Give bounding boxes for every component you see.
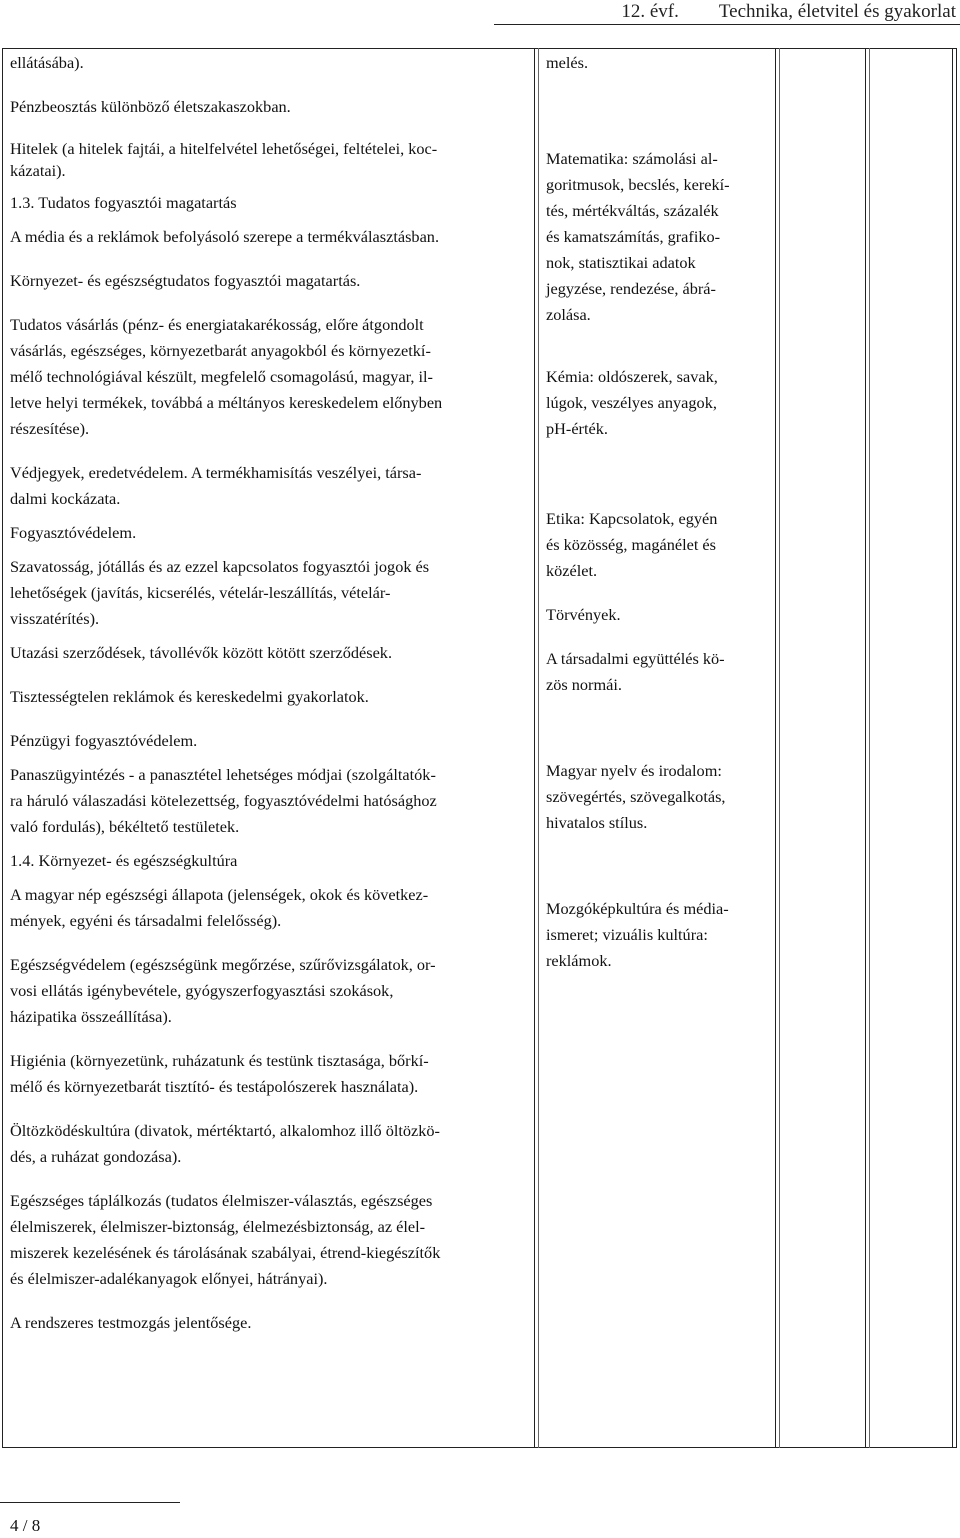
text-line: dés, a ruházat gondozása).: [10, 1147, 182, 1166]
text-line: Öltözködéskultúra (divatok, mértéktartó, alkalomhoz illő öltözkö-: [10, 1121, 440, 1140]
column-divider: [779, 48, 780, 1448]
text-line: Egészséges táplálkozás (tudatos élelmiszer-választás, egészséges: [10, 1191, 433, 1210]
header-subject: Technika, életvitel és gyakorlat: [718, 1, 956, 22]
text-line: Fogyasztóvédelem.: [10, 523, 137, 542]
text-line: ellátásába).: [10, 53, 84, 72]
text-line: való fordulás), békéltető testületek.: [10, 817, 240, 836]
column-divider: [538, 48, 539, 1448]
text-line: melés.: [546, 53, 589, 72]
column-divider: [775, 48, 776, 1448]
text-line: goritmusok, becslés, kerekí-: [546, 175, 730, 194]
text-line: miszerek kezelésének és tárolásának szabályai, étrend-kiegészítők: [10, 1243, 441, 1262]
text-line: zös normái.: [546, 675, 622, 694]
text-line: zolása.: [546, 305, 591, 324]
text-line: Mozgóképkultúra és média-: [546, 899, 729, 918]
section-heading: 1.4. Környezet- és egészségkultúra: [10, 851, 238, 870]
text-line: A rendszeres testmozgás jelentősége.: [10, 1313, 252, 1332]
header-rule: [494, 24, 960, 25]
text-line: visszatérítés).: [10, 609, 100, 628]
text-line: közélet.: [546, 561, 598, 580]
text-line: élelmiszerek, élelmiszer-biztonság, élelmezésbiztonság, az élel-: [10, 1217, 426, 1236]
text-line: lúgok, veszélyes anyagok,: [546, 393, 717, 412]
text-line: házipatika összeállítása).: [10, 1007, 172, 1026]
header-grade: 12. évf.: [621, 1, 679, 22]
text-line: Tisztességtelen reklámok és kereskedelmi gyakorlatok.: [10, 687, 369, 706]
text-line: Matematika: számolási al-: [546, 149, 718, 168]
text-line: Magyar nyelv és irodalom:: [546, 761, 722, 780]
text-line: Hitelek (a hitelek fajtái, a hitelfelvétel lehetőségei, feltételei, koc-: [10, 139, 438, 158]
text-line: ismeret; vizuális kultúra:: [546, 925, 708, 944]
text-line: Egészségvédelem (egészségünk megőrzése, szűrővizsgálatok, or-: [10, 955, 436, 974]
text-line: és kamatszámítás, grafiko-: [546, 227, 721, 246]
text-line: Törvények.: [546, 605, 621, 624]
text-line: reklámok.: [546, 951, 612, 970]
text-line: és élelmiszer-adalékanyagok előnyei, hátrányai).: [10, 1269, 328, 1288]
text-line: és közösség, magánélet és: [546, 535, 716, 554]
text-line: részesítése).: [10, 419, 90, 438]
text-line: vásárlás, egészséges, környezetbarát anyagokból és környezetkí-: [10, 341, 431, 360]
text-line: kázatai).: [10, 161, 66, 180]
text-line: Panaszügyintézés - a panasztétel lehetséges módjai (szolgáltatók-: [10, 765, 436, 784]
text-line: mélő technológiával készült, megfelelő csomagolású, magyar, il-: [10, 367, 433, 386]
connections-column: [546, 50, 771, 974]
text-line: Pénzbeosztás különböző életszakaszokban.: [10, 97, 291, 116]
text-line: mények, egyéni és társadalmi felelősség).: [10, 911, 282, 930]
text-line: hivatalos stílus.: [546, 813, 648, 832]
text-line: Higiénia (környezetünk, ruházatunk és testünk tisztasága, bőrkí-: [10, 1051, 429, 1070]
text-line: dalmi kockázata.: [10, 489, 121, 508]
column-divider: [952, 48, 953, 1448]
text-line: tés, mértékváltás, százalék: [546, 201, 719, 220]
page-number: 4 / 8: [10, 1516, 41, 1535]
text-line: Környezet- és egészségtudatos fogyasztói magatartás.: [10, 271, 361, 290]
column-divider: [865, 48, 866, 1448]
text-line: Tudatos vásárlás (pénz- és energiatakarékosság, előre átgondolt: [10, 315, 424, 334]
text-line: szövegértés, szövegalkotás,: [546, 787, 726, 806]
column-divider: [534, 48, 535, 1448]
section-heading: 1.3. Tudatos fogyasztói magatartás: [10, 193, 237, 212]
footer-rule: [0, 1502, 180, 1503]
text-line: Pénzügyi fogyasztóvédelem.: [10, 731, 198, 750]
column-divider: [869, 48, 870, 1448]
text-line: vosi ellátás igénybevétele, gyógyszerfogyasztási szokások,: [10, 981, 394, 1000]
text-line: Kémia: oldószerek, savak,: [546, 367, 718, 386]
text-line: letve helyi termékek, továbbá a méltányos kereskedelem előnyben: [10, 393, 443, 412]
text-line: ra háruló válaszadási kötelezettség, fogyasztóvédelmi hatósághoz: [10, 791, 437, 810]
main-content-column: [10, 50, 530, 1336]
text-line: pH-érték.: [546, 419, 608, 438]
text-line: Utazási szerződések, távollévők között kötött szerződések.: [10, 643, 393, 662]
text-line: A média és a reklámok befolyásoló szerepe a termékválasztásban.: [10, 227, 440, 246]
page-header: [621, 0, 956, 24]
text-line: Etika: Kapcsolatok, egyén: [546, 509, 718, 528]
text-line: A társadalmi együttélés kö-: [546, 649, 725, 668]
text-line: lehetőségek (javítás, kicserélés, vételár-leszállítás, vételár-: [10, 583, 391, 602]
text-line: Védjegyek, eredetvédelem. A termékhamisítás veszélyei, társa-: [10, 463, 422, 482]
text-line: mélő és környezetbarát tisztító- és testápolószerek használata).: [10, 1077, 419, 1096]
text-line: nok, statisztikai adatok: [546, 253, 696, 272]
text-line: A magyar nép egészségi állapota (jelenségek, okok és következ-: [10, 885, 429, 904]
text-line: jegyzése, rendezése, ábrá-: [546, 279, 716, 298]
text-line: Szavatosság, jótállás és az ezzel kapcsolatos fogyasztói jogok és: [10, 557, 430, 576]
